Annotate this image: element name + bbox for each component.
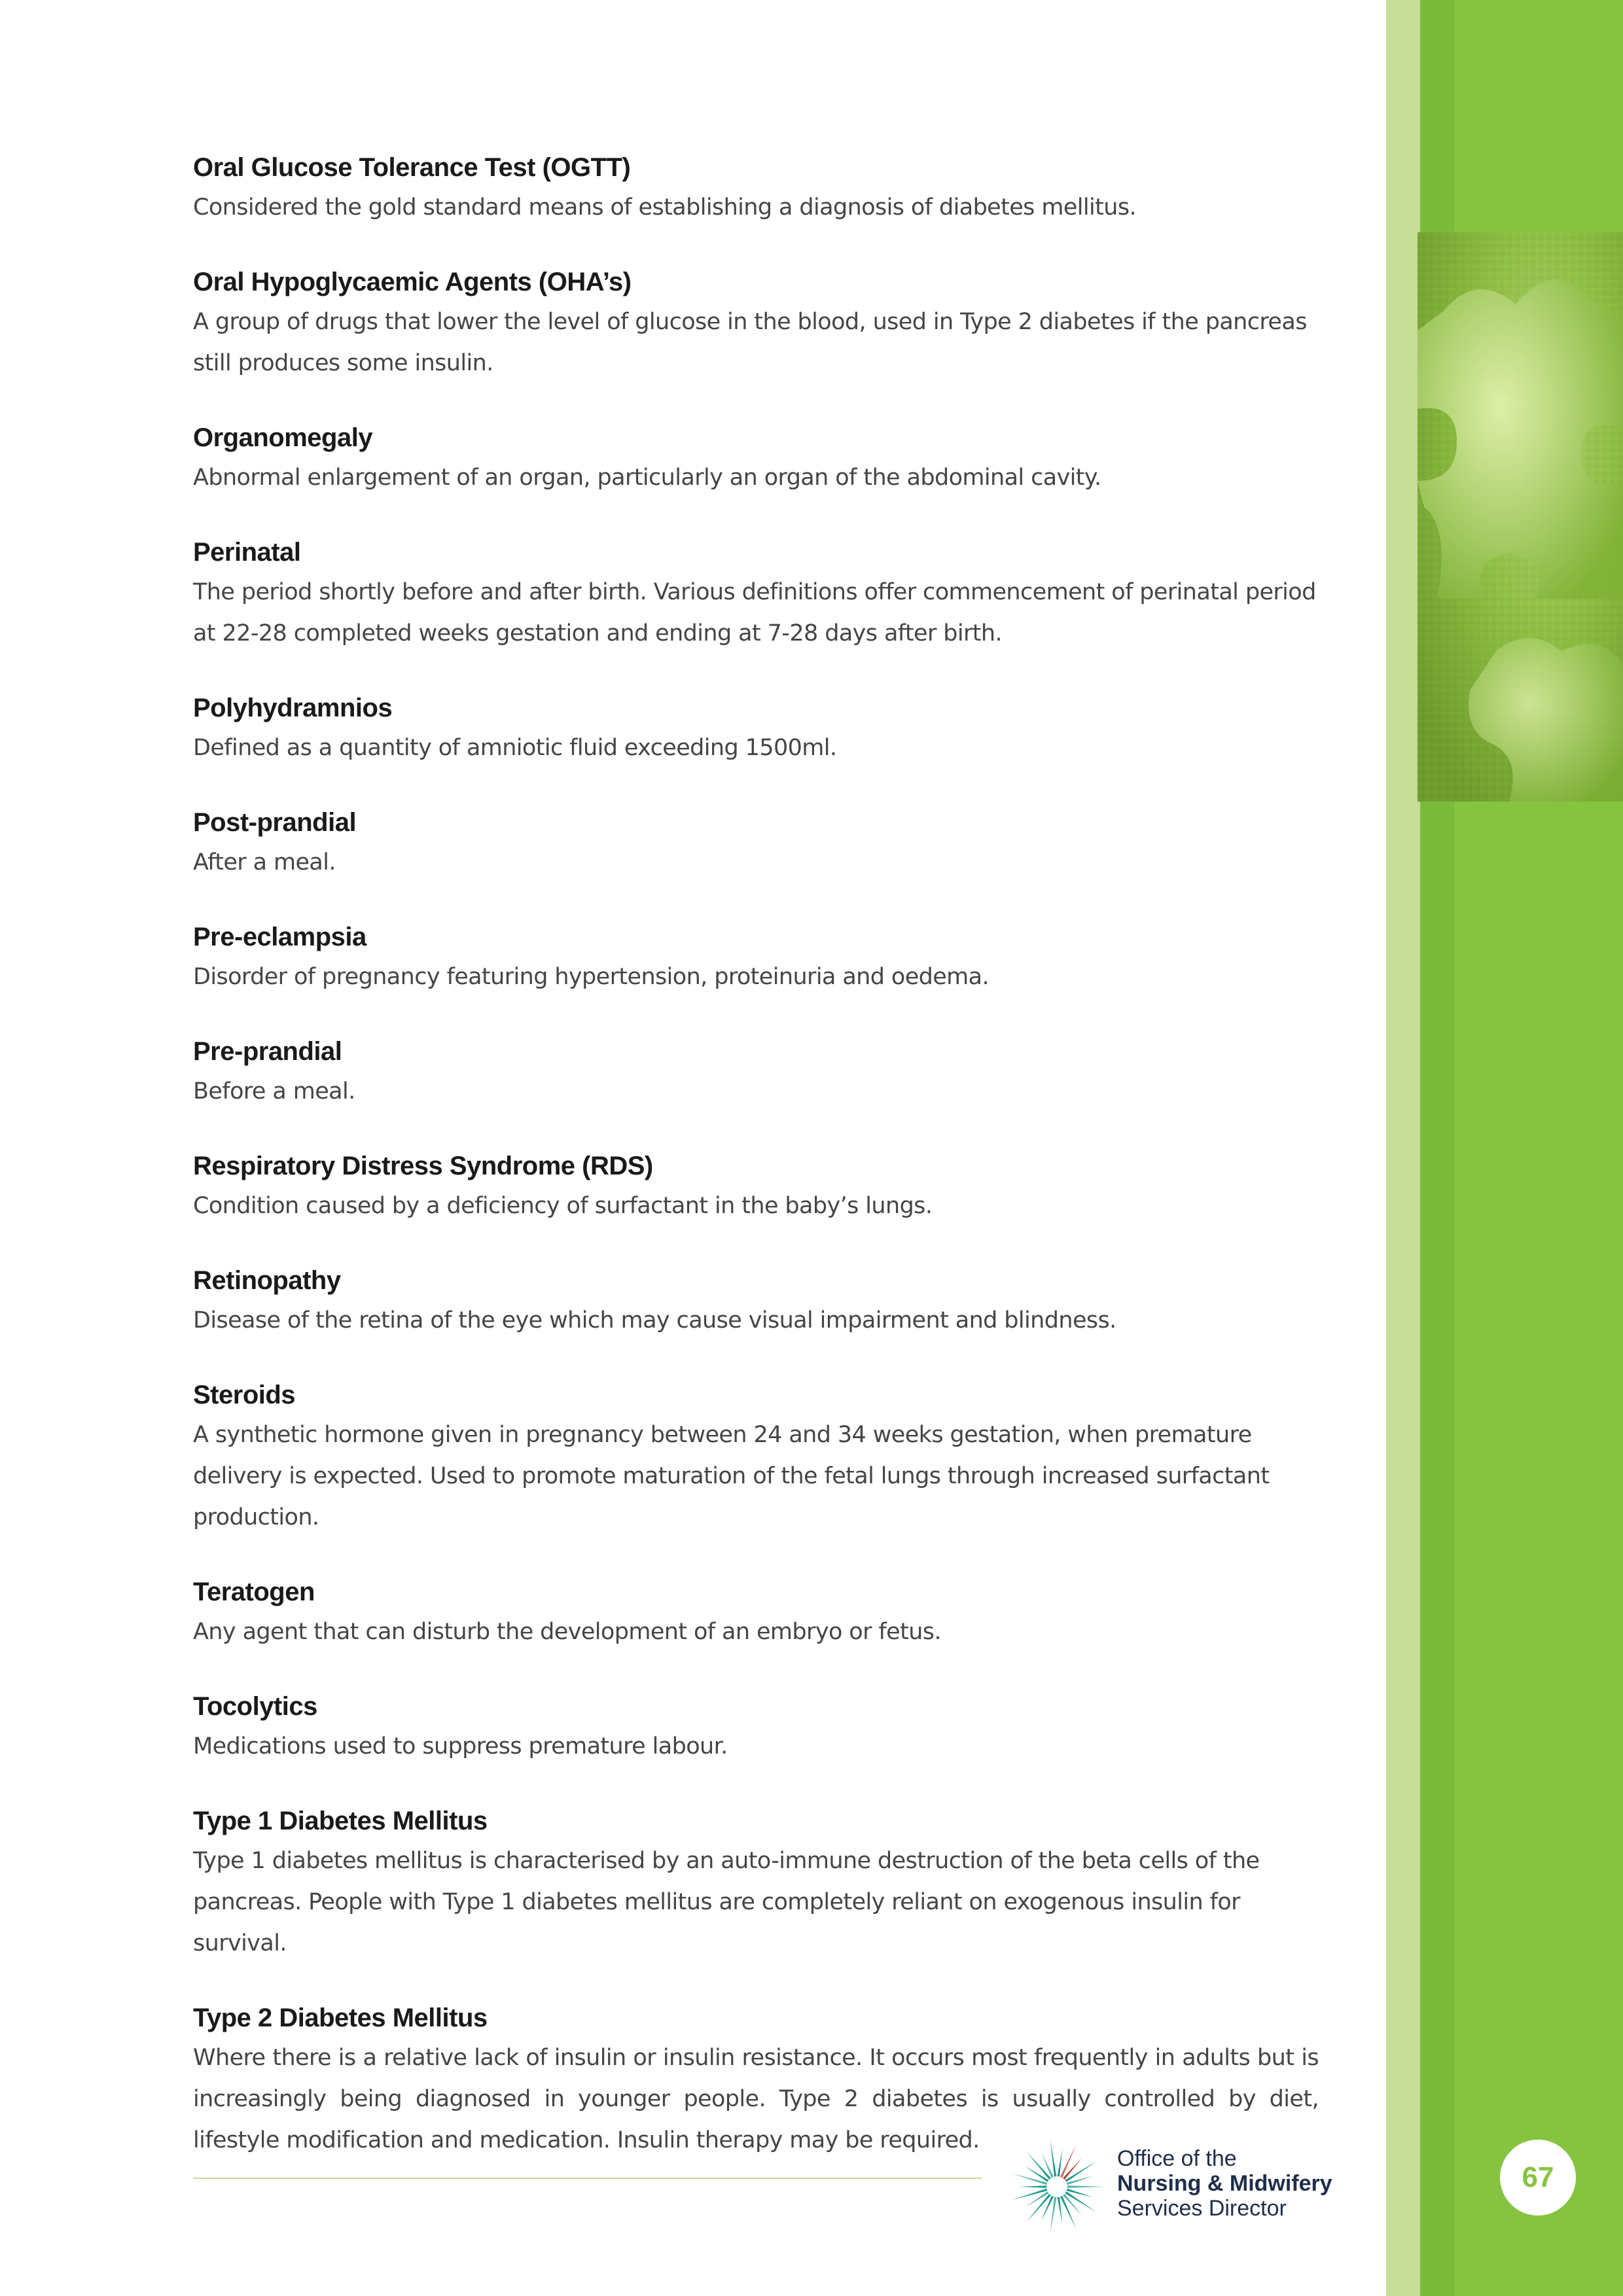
- glossary-definition: Considered the gold standard means of establishing a diagnosis of diabetes mellitus.: [193, 194, 1136, 221]
- org-line-2: Nursing & Midwifery: [1117, 2171, 1332, 2196]
- glossary-definition: Any agent that can disturb the development of an embryo or fetus.: [193, 1619, 941, 1645]
- org-line-1: Office of the: [1117, 2146, 1237, 2171]
- glossary-definition: The period shortly before and after birth. Various definitions offer commencement of perinatal period at 22-28 completed weeks gestation and ending at 7-28 days after birth.: [193, 579, 1316, 646]
- glossary-term: Type 1 Diabetes Mellitus: [193, 1807, 488, 1835]
- org-line-3: Services Director: [1117, 2196, 1287, 2221]
- glossary-definition: Type 1 diabetes mellitus is characterised by an auto-immune destruction of the beta cells of the pancreas. People with Type 1 diabetes mellitus are completely reliant on exogenous insulin for survival.: [193, 1848, 1260, 1956]
- glossary-entry: [193, 1687, 1319, 1767]
- glossary-term: Retinopathy: [193, 1266, 341, 1295]
- glossary-entry: [193, 1032, 1319, 1112]
- glossary-entry: [193, 917, 1319, 998]
- glossary-definition: Medications used to suppress premature labour.: [193, 1733, 728, 1759]
- glossary-definition: Disease of the retina of the eye which may cause visual impairment and blindness.: [193, 1307, 1116, 1333]
- organisation-name: [1117, 2146, 1332, 2221]
- glossary-definition: Disorder of pregnancy featuring hypertension, proteinuria and oedema.: [193, 964, 990, 990]
- glossary-entry: [193, 262, 1319, 384]
- glossary-definition: Defined as a quantity of amniotic fluid exceeding 1500ml.: [193, 735, 837, 761]
- page-number: 67: [1500, 2140, 1576, 2216]
- glossary-term: Type 2 Diabetes Mellitus: [193, 2004, 488, 2032]
- glossary-entry: [193, 803, 1319, 883]
- glossary-term: Oral Hypoglycaemic Agents (OHA’s): [193, 268, 632, 296]
- glossary-term: Teratogen: [193, 1578, 315, 1606]
- glossary-term: Organomegaly: [193, 423, 373, 452]
- glossary-definition: After a meal.: [193, 849, 336, 875]
- glossary-entry: [193, 1572, 1319, 1653]
- glossary-entry: [193, 1146, 1319, 1227]
- glossary-term: Pre-prandial: [193, 1037, 342, 1066]
- glossary-entry: [193, 1801, 1319, 1964]
- glossary-entry: [193, 418, 1319, 499]
- glossary-entry: [193, 1998, 1319, 2161]
- glossary-definition: Condition caused by a deficiency of surfactant in the baby’s lungs.: [193, 1193, 933, 1219]
- glossary-term: Polyhydramnios: [193, 694, 393, 722]
- glossary-definition: A group of drugs that lower the level of glucose in the blood, used in Type 2 diabetes if the pancreas still produces some insulin.: [193, 309, 1307, 376]
- glossary-term: Tocolytics: [193, 1692, 317, 1721]
- glossary-term: Oral Glucose Tolerance Test (OGTT): [193, 153, 631, 182]
- glossary-term: Perinatal: [193, 538, 301, 567]
- glossary-list: [193, 148, 1319, 2195]
- puzzle-pieces-icon: [1418, 232, 1623, 802]
- sidebar-light-stripe: [1386, 0, 1420, 2296]
- starburst-logo-icon: [1005, 2134, 1109, 2239]
- glossary-entry: [193, 148, 1319, 228]
- glossary-entry: [193, 1261, 1319, 1341]
- glossary-entry: [193, 533, 1319, 654]
- glossary-term: Post-prandial: [193, 808, 357, 837]
- glossary-definition: Abnormal enlargement of an organ, particularly an organ of the abdominal cavity.: [193, 465, 1101, 491]
- glossary-term: Steroids: [193, 1381, 296, 1409]
- glossary-entry: [193, 688, 1319, 769]
- glossary-definition: A synthetic hormone given in pregnancy between 24 and 34 weeks gestation, when premature delivery is expected. Used to promote maturation of the fetal lungs through increased surfactant production.: [193, 1422, 1270, 1530]
- glossary-term: Respiratory Distress Syndrome (RDS): [193, 1152, 653, 1180]
- glossary-definition: Before a meal.: [193, 1078, 355, 1104]
- glossary-term: Pre-eclampsia: [193, 923, 366, 951]
- glossary-entry: [193, 1375, 1319, 1538]
- footer-divider: [193, 2178, 982, 2179]
- glossary-definition: Where there is a relative lack of insulin or insulin resistance. It occurs most frequently in adults but is increasingly being diagnosed in younger people. Type 2 diabetes is usually controlled by diet, lifestyle modification and medication. Insulin therapy may be required.: [193, 2045, 1319, 2153]
